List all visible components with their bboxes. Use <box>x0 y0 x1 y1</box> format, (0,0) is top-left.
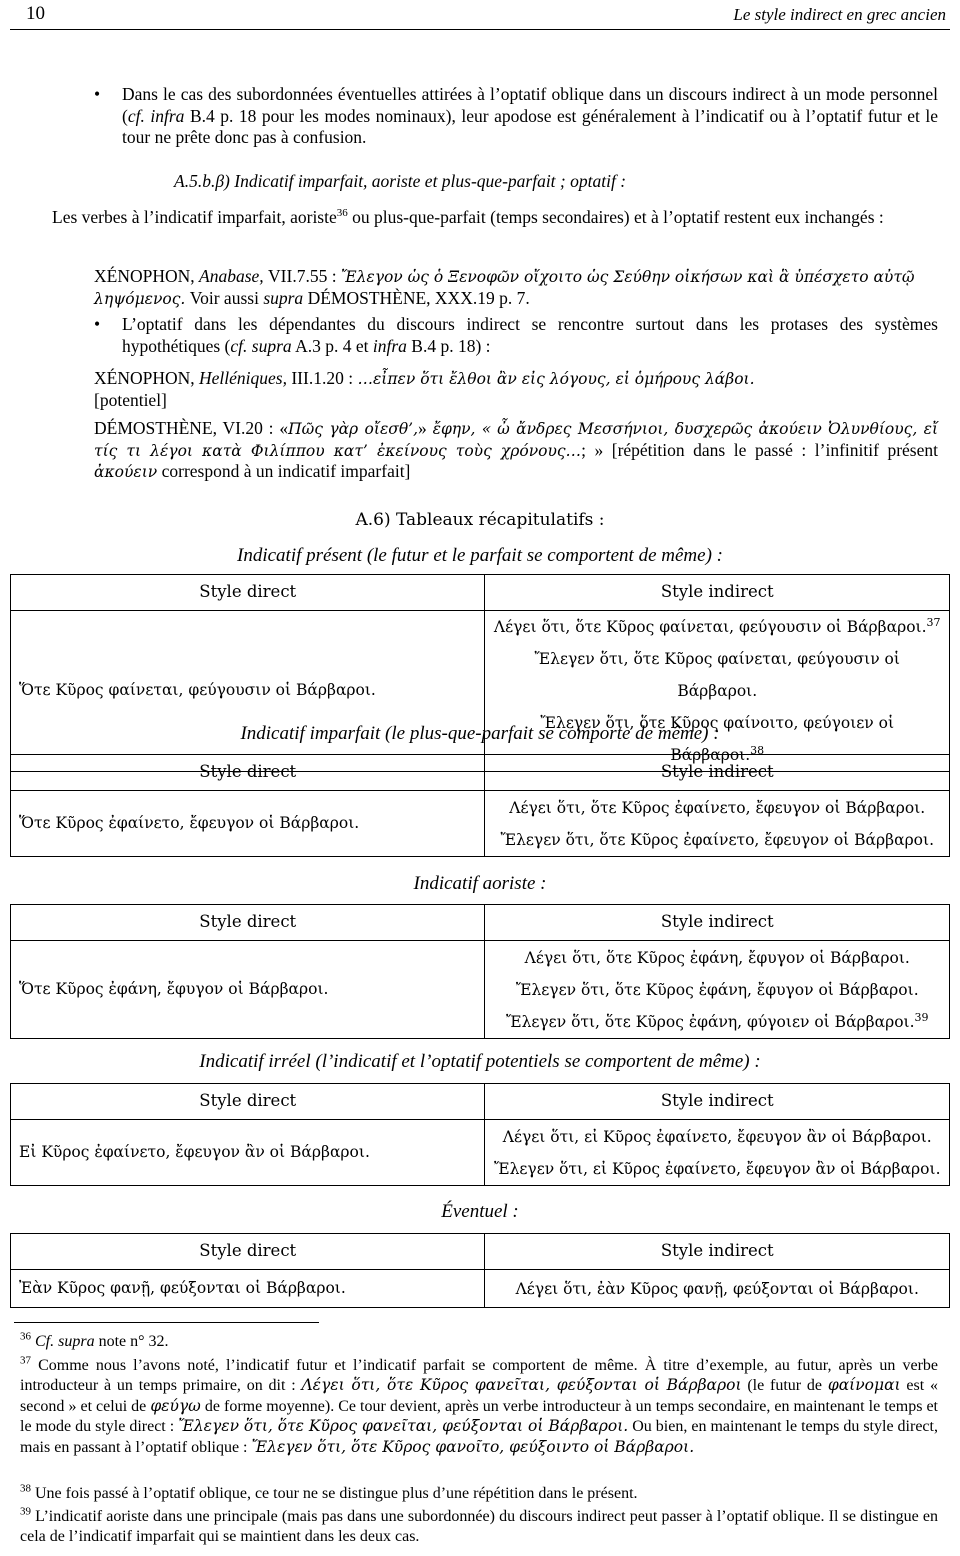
table-2-head-indirect: Style indirect <box>485 755 950 791</box>
table-row: Λέγει ὅτι, εἰ Κῦρος ἐφαίνετο, ἔφευγον ἂν οἱ Βάρβαροι. <box>502 1127 932 1146</box>
footnote-39: $^{39}$ L’indicatif aoriste dans une principale (mais pas dans une subordonnée) du discours indirect peut passer à l’optatif oblique. Il se distingue en cela de l’indicatif imparfait qui se maintient dans les deux cas. <box>20 1505 939 1546</box>
table-1-direct-cell: Ὅτε Κῦρος φαίνεται, φεύγουσιν οἱ Βάρβαροι. <box>11 611 485 772</box>
table-3-caption: Indicatif aoriste : <box>413 873 547 894</box>
table-1-caption: Indicatif présent (le futur et le parfait se comportent de même) : <box>237 545 723 566</box>
footnote-rule <box>14 1322 319 1323</box>
table-4-indirect-cell <box>485 1120 950 1186</box>
running-title: Le style indirect en grec ancien <box>733 5 946 24</box>
table-row: Ἔλεγεν ὅτι, ὅτε Κῦρος ἐφάνη, φύγοιεν οἱ Βάρβαροι.$^{39}$ <box>505 1010 929 1031</box>
table-2-direct-cell: Ὅτε Κῦρος ἐφαίνετο, ἔφευγον οἱ Βάρβαροι. <box>11 791 485 857</box>
table-3-head-direct: Style direct <box>11 905 485 941</box>
table-row: Λέγει ὅτι, ἐὰν Κῦρος φανῇ, φεύξονται οἱ Βάρβαροι. <box>515 1279 919 1298</box>
table-3-indirect-cell <box>485 941 950 1039</box>
table-4-direct-cell: Εἰ Κῦρος ἐφαίνετο, ἔφευγον ἂν οἱ Βάρβαροι. <box>11 1120 485 1186</box>
table-row: Ἔλεγεν ὅτι, εἰ Κῦρος ἐφαίνετο, ἔφευγον ἂν οἱ Βάρβαροι. <box>493 1159 941 1178</box>
page-header <box>10 2 950 30</box>
example-xenophon-anabase: XÉNOPHON, Anabase, VII.7.55 : Ἔλεγον ὡς ὁ Ξενοφῶν οἴχοιτο ὡς Σεύθην οἰκήσων καὶ ἃ ὑπέσχετο αὐτῷ ληψόμενος. Voir aussi supra DÉMOSTHÈNE, XXX.19 p. 7. <box>94 266 915 308</box>
table-row: Λέγει ὅτι, ὅτε Κῦρος ἐφάνη, ἔφυγον οἱ Βάρβαροι. <box>524 948 910 967</box>
table-3 <box>10 904 950 1039</box>
footnote-36: $^{36}$ Cf. supra note n° 32. <box>20 1330 169 1350</box>
table-5 <box>10 1233 950 1308</box>
table-4 <box>10 1083 950 1186</box>
tables-heading: A.6) Tableaux récapitulatifs : <box>355 510 605 530</box>
table-row: Ἔλεγεν ὅτι, ὅτε Κῦρος ἐφαίνετο, ἔφευγον οἱ Βάρβαροι. <box>500 830 935 849</box>
table-4-head-indirect: Style indirect <box>485 1084 950 1120</box>
paragraph-verbs: Les verbes à l’indicatif imparfait, aoriste$^{36}$ ou plus-que-parfait (temps secondaires) et à l’optatif restent eux inchangés : <box>52 207 884 227</box>
table-row: Ἔλεγεν ὅτι, ὅτε Κῦρος φαίνοιτο, φεύγοιεν οἱ Βάρβαροι.$^{38}$ <box>540 714 895 764</box>
table-5-caption: Éventuel : <box>441 1201 519 1222</box>
table-2 <box>10 754 950 857</box>
table-5-indirect-cell <box>485 1270 950 1308</box>
page-number: 10 <box>26 3 45 24</box>
table-3-direct-cell: Ὅτε Κῦρος ἐφάνη, ἔφυγον οἱ Βάρβαροι. <box>11 941 485 1039</box>
table-row: Ἔλεγεν ὅτι, ὅτε Κῦρος φαίνεται, φεύγουσιν οἱ Βάρβαροι. <box>534 650 900 700</box>
table-4-caption: Indicatif irréel (l’indicatif et l’optatif potentiels se comportent de même) : <box>199 1051 761 1072</box>
table-5-direct-cell: Ἐὰν Κῦρος φανῇ, φεύξονται οἱ Βάρβαροι. <box>11 1270 485 1308</box>
example-demosthene: DÉMOSTHÈNE, VI.20 : «Πῶς γὰρ οἴεσθ’,» ἔφην, « ὦ ἄνδρες Μεσσήνιοι, δυσχερῶς ἀκούειν Ὀλυνθίους, εἴ τίς τι λέγοι κατὰ Φιλίππου κατ’ ἐκείνους τοὺς χρόνους…; » [répétition dans le passé : l’infinitif présent ἀκούειν correspond à un indicatif imparfait] <box>94 418 939 482</box>
table-1-indirect-cell <box>485 611 950 772</box>
table-1-head-indirect: Style indirect <box>485 575 950 611</box>
table-row: Ἔλεγεν ὅτι, ὅτε Κῦρος ἐφάνη, ἔφυγον οἱ Βάρβαροι. <box>515 980 919 999</box>
table-2-indirect-cell <box>485 791 950 857</box>
bullet-paragraph-2: • L’optatif dans les dépendantes du discours indirect se rencontre surtout dans les protases des systèmes hypothétiques (cf. supra A.3 p. 4 et infra B.4 p. 18) : <box>122 314 938 357</box>
table-1-head-direct: Style direct <box>11 575 485 611</box>
example-xenophon-helleniques: XÉNOPHON, Helléniques, III.1.20 : …εἶπεν ὅτι ἔλθοι ἂν εἰς λόγους, εἰ ὁμήρους λάβοι. [potentiel] <box>94 368 755 410</box>
table-3-head-indirect: Style indirect <box>485 905 950 941</box>
table-row: Λέγει ὅτι, ὅτε Κῦρος φαίνεται, φεύγουσιν οἱ Βάρβαροι.$^{37}$ <box>493 615 941 636</box>
table-5-head-direct: Style direct <box>11 1234 485 1270</box>
footnote-37: $^{37}$ Comme nous l’avons noté, l’indicatif futur et l’indicatif parfait se comportent de même. À titre d’exemple, au futur, après un verbe introducteur à un temps primaire, on dit : Λέγει ὅτι, ὅτε Κῦρος φανεῖται, φεύξονται οἱ Βάρβαροι (le futur de φαίνομαι est « second » et celui de φεύγω de forme moyenne). Ce tour devient, après un verbe introducteur à un temps secondaire, en maintenant le temps et le mode du style direct : Ἔλεγεν ὅτι, ὅτε Κῦρος φανεῖται, φεύξονται οἱ Βάρβαροι. Ou bien, en maintenant le temps du style direct, mais en passant à l’optatif oblique : Ἔλεγεν ὅτι, ὅτε Κῦρος φανοῖτο, φεύξοιντο οἱ Βάρβαροι. <box>20 1354 939 1456</box>
table-2-head-direct: Style direct <box>11 755 485 791</box>
table-4-head-direct: Style direct <box>11 1084 485 1120</box>
footnote-38: $^{38}$ Une fois passé à l’optatif oblique, ce tour ne se distingue plus d’une répétition dans le présent. <box>20 1482 638 1502</box>
table-5-head-indirect: Style indirect <box>485 1234 950 1270</box>
section-heading: A.5.b.β) Indicatif imparfait, aoriste et plus-que-parfait ; optatif : <box>174 171 627 191</box>
table-2-caption: Indicatif imparfait (le plus-que-parfait se comporte de même) : <box>240 723 720 744</box>
bullet-paragraph-1: • Dans le cas des subordonnées éventuelles attirées à l’optatif oblique dans un discours indirect à un mode personnel (cf. infra B.4 p. 18 pour les modes nominaux), leur apodose est généralement à l’indicatif ou à l’optatif futur et le tour ne prête donc pas à confusion. <box>122 84 938 149</box>
table-row: Λέγει ὅτι, ὅτε Κῦρος ἐφαίνετο, ἔφευγον οἱ Βάρβαροι. <box>509 798 926 817</box>
